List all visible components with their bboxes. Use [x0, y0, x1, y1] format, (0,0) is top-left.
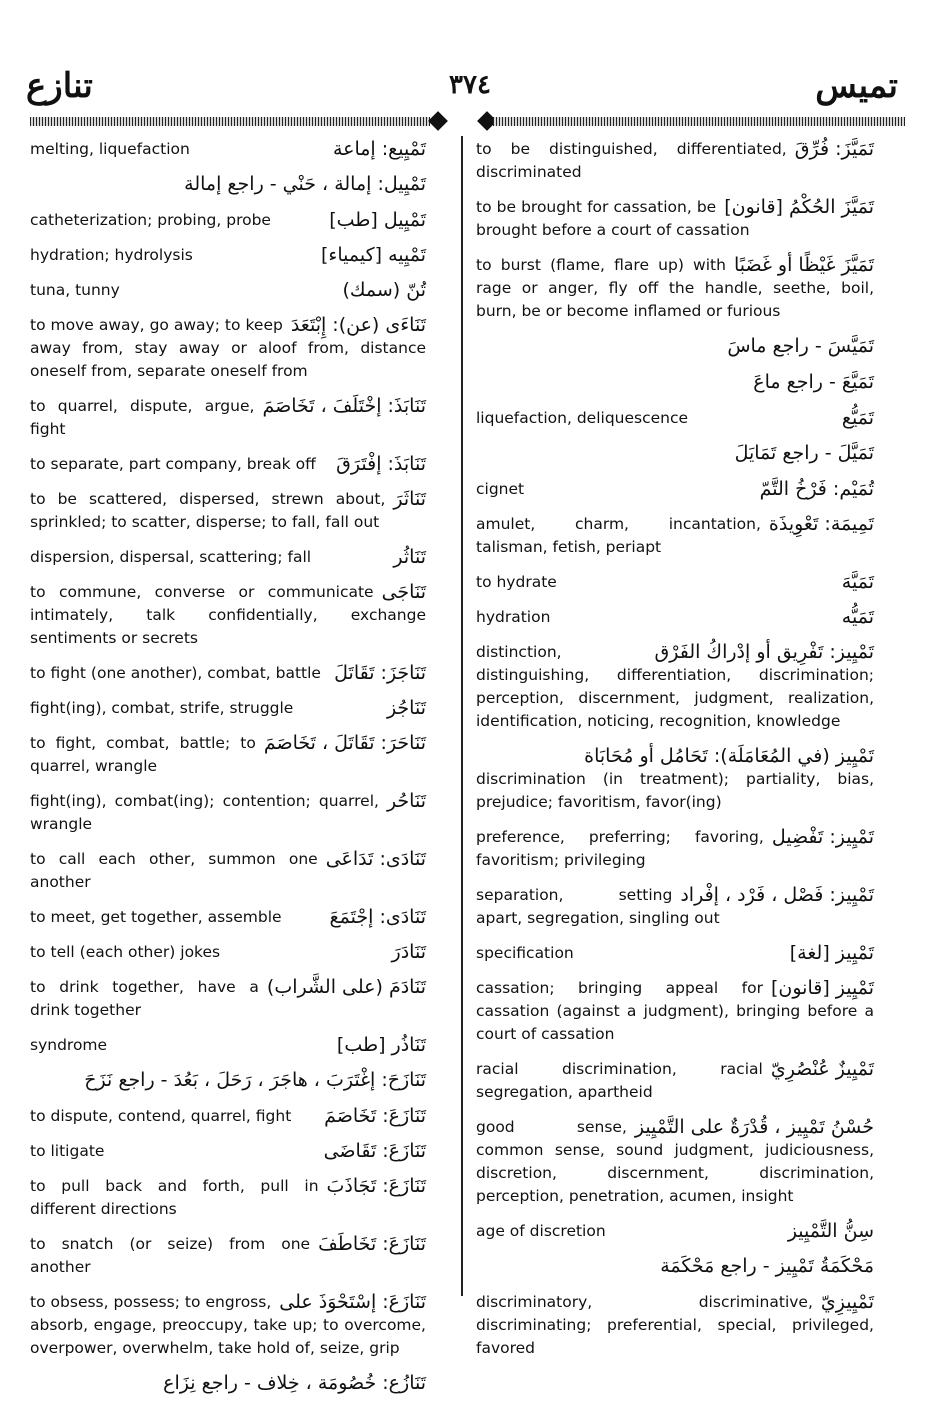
- dictionary-entry: [476, 371, 874, 395]
- arabic-headword: تَمْيِيع: إماعة: [332, 138, 426, 160]
- dictionary-entry: [476, 407, 874, 430]
- arabic-headword: تَنَازَعَ: تَجَاذَبَ: [326, 1175, 426, 1197]
- arabic-headword: تَنَادَى: إجْتَمَعَ: [329, 906, 426, 928]
- dictionary-entry: [30, 732, 426, 778]
- arabic-headword: تَنَازَعَ: تَخَاصَمَ: [324, 1105, 426, 1127]
- arabic-headword: تَمْيِيزٌ عُنْصُرِيّ: [770, 1058, 874, 1080]
- english-definition: to be brought for cassation, be brought before a court of cassation: [476, 198, 750, 239]
- arabic-headword: تَنَاءَى (عن): إِبْتَعَدَ: [290, 314, 426, 336]
- arabic-headword: مَحْكَمَةُ تَمْيِيز - راجع مَحْكَمَة: [660, 1255, 874, 1277]
- dictionary-entry: [476, 745, 874, 814]
- english-definition: racial discrimination, racial segregation, apartheid: [476, 1060, 763, 1101]
- dictionary-entry: [30, 1105, 426, 1128]
- arabic-headword: تَنَازَعَ: تَقَاضَى: [323, 1140, 426, 1162]
- english-definition: distinction, distinguishing, differentiation, discrimination; perception, discernment, judgment, realization, identification, noticing, recognition, knowledge: [476, 643, 874, 730]
- dictionary-entry: [30, 790, 426, 836]
- english-definition: hydration; hydrolysis: [30, 246, 193, 264]
- english-definition: amulet, charm, incantation, talisman, fetish, periapt: [476, 515, 761, 556]
- dictionary-entry: [30, 1372, 426, 1396]
- dictionary-entry: [30, 488, 426, 534]
- english-definition: syndrome: [30, 1036, 108, 1054]
- english-definition: good sense, common sense, sound judgment, judiciousness, discretion, discernment, discrimination, perception, penetration, acumen, insight: [476, 1118, 874, 1205]
- dictionary-entry: [476, 1220, 874, 1243]
- header-rule-right: [493, 117, 905, 126]
- english-definition: to quarrel, dispute, argue, fight: [30, 397, 255, 438]
- dictionary-entry: [30, 848, 426, 894]
- arabic-headword: تَمَيُّع: [841, 407, 874, 429]
- english-definition: to drink together, have a drink together: [30, 978, 259, 1019]
- english-definition: to be distinguished, differentiated, discriminated: [476, 140, 787, 181]
- dictionary-entry: [30, 1034, 426, 1057]
- arabic-headword: تَنَازُع: خُصُومَة ، خِلاف - راجع نِزَاع: [163, 1372, 426, 1394]
- english-definition: dispersion, dispersal, scattering; fall: [30, 548, 312, 566]
- arabic-headword: تَنَازَعَ: تَخَاطَفَ: [318, 1233, 426, 1255]
- arabic-headword: تَمْيِيزِيّ: [820, 1291, 874, 1313]
- english-definition: to obsess, possess; to engross, absorb, engage, preoccupy, take up; to overcome, overpower, overwhelm, take hold of, seize, grip: [30, 1293, 426, 1357]
- dictionary-entry: [476, 942, 874, 965]
- dictionary-entry: [476, 826, 874, 872]
- arabic-headword: تَنَابَذَ: إفْتَرَقَ: [336, 453, 426, 475]
- dictionary-entry: [476, 606, 874, 629]
- arabic-headword: تَنَادَى: تَدَاعَى: [325, 848, 426, 870]
- dictionary-entry: [476, 442, 874, 466]
- arabic-headword: سِنُّ التَّمْيِيز: [787, 1220, 874, 1242]
- english-definition: catheterization; probing, probe: [30, 211, 271, 229]
- english-definition: to commune, converse or communicate intimately, talk confidentially, exchange sentiments or secrets: [30, 583, 426, 647]
- dictionary-entry: [30, 662, 426, 685]
- dictionary-entry: [476, 1255, 874, 1279]
- dictionary-entry: [30, 976, 426, 1022]
- english-definition: preference, preferring; favoring, favoritism; privileging: [476, 828, 764, 869]
- arabic-headword: تَمَيَّزَ غَيْظًا أو غَضَبًا: [733, 254, 874, 276]
- arabic-headword: تَنَاثُر: [393, 546, 426, 568]
- dictionary-entry: [30, 697, 426, 720]
- arabic-headword: تَمَيَّزَ الحُكْمُ [قانون]: [724, 196, 874, 218]
- english-definition: to dispute, contend, quarrel, fight: [30, 1107, 292, 1125]
- arabic-headword: تَمِيمَة: تَعْوِيذَة: [768, 513, 874, 535]
- page-number: ٣٧٤: [449, 70, 491, 100]
- arabic-headword: تَمَيَّهَ: [841, 571, 874, 593]
- english-definition: cassation; bringing appeal for cassation (against a judgment), bringing before a court of cassation: [476, 979, 874, 1043]
- arabic-headword: تَمَيَّزَ: فُرِّقَ: [794, 138, 874, 160]
- dictionary-entry: [476, 196, 874, 242]
- left-column: [30, 138, 426, 1408]
- dictionary-entry: [30, 453, 426, 476]
- english-definition: to snatch (or seize) from one another: [30, 1235, 311, 1276]
- english-definition: to pull back and forth, pull in different directions: [30, 1177, 319, 1218]
- english-definition: melting, liquefaction: [30, 140, 190, 158]
- arabic-headword: تَنَادَمَ (على الشَّراب): [266, 976, 426, 998]
- header-rule-left: [30, 117, 430, 126]
- dictionary-entry: [476, 254, 874, 323]
- arabic-headword: تَمْيِيز [لغة]: [789, 942, 874, 964]
- arabic-headword: تَنَاجَزَ: تَقَاتَلَ: [334, 662, 426, 684]
- english-definition: discrimination (in treatment); partiality, bias, prejudice; favoritism, favor(ing): [476, 770, 874, 811]
- english-definition: liquefaction, deliquescence: [476, 409, 689, 427]
- arabic-headword: تَمْيِيه [كيمياء]: [320, 244, 426, 266]
- english-definition: cignet: [476, 480, 525, 498]
- english-definition: to tell (each other) jokes: [30, 943, 221, 961]
- dictionary-entry: [476, 513, 874, 559]
- dictionary-entry: [476, 641, 874, 733]
- english-definition: to litigate: [30, 1142, 105, 1160]
- arabic-headword: تَنَازَحَ: إغْتَرَبَ ، هاجَرَ ، رَحَلَ ، بَعُدَ - راجع نَزَحَ: [84, 1069, 426, 1091]
- english-definition: fight(ing), combat(ing); contention; quarrel, wrangle: [30, 792, 379, 833]
- dictionary-entry: [30, 209, 426, 232]
- dictionary-entry: [30, 244, 426, 267]
- arabic-headword: تَنَابَذَ: إخْتَلَفَ ، تَخَاصَمَ: [262, 395, 426, 417]
- arabic-headword: تَنَاثَرَ: [393, 488, 426, 510]
- guide-word-last: تنازع: [26, 66, 93, 106]
- dictionary-entry: [30, 1291, 426, 1360]
- dictionary-entry: [30, 279, 426, 302]
- dictionary-entry: [476, 884, 874, 930]
- dictionary-entry: [476, 571, 874, 594]
- dictionary-entry: [30, 1175, 426, 1221]
- arabic-headword: تَمْيِيز (في المُعَامَلَة): تَحَامُل أو مُحَابَاة: [584, 745, 874, 767]
- guide-word-first: تميس: [815, 66, 898, 106]
- right-column: [476, 138, 874, 1372]
- dictionary-entry: [476, 1058, 874, 1104]
- diamond-ornament-left: [428, 111, 448, 131]
- dictionary-entry: [476, 335, 874, 359]
- dictionary-entry: [476, 977, 874, 1046]
- arabic-headword: تَنَاحَرَ: تَقَاتَلَ ، تَخَاصَمَ: [263, 732, 426, 754]
- arabic-headword: تُنّ (سمك): [342, 279, 426, 301]
- english-definition: specification: [476, 944, 574, 962]
- arabic-headword: تَنَاجُز: [386, 697, 426, 719]
- english-definition: to be scattered, dispersed, strewn about, sprinkled; to scatter, disperse; to fall, fall out: [30, 490, 386, 531]
- dictionary-entry: [30, 173, 426, 197]
- dictionary-entry: [476, 1116, 874, 1208]
- arabic-headword: تَمْيِيز [قانون]: [770, 977, 874, 999]
- arabic-headword: تَمَيَّلَ - راجع تَمَايَلَ: [734, 442, 874, 464]
- english-definition: to move away, go away; to keep away from, stay away or aloof from, distance oneself from, separate oneself from: [30, 316, 426, 380]
- english-definition: hydration: [476, 608, 551, 626]
- english-definition: to fight, combat, battle; to quarrel, wrangle: [30, 734, 256, 775]
- arabic-headword: تَنَاذُر [طب]: [336, 1034, 426, 1056]
- arabic-headword: تَمْيِيل: إمالة ، حَنْي - راجع إمالة: [184, 173, 426, 195]
- arabic-headword: تَنَاحُر: [386, 790, 426, 812]
- english-definition: separation, setting apart, segregation, singling out: [476, 886, 720, 927]
- arabic-headword: تَمَيَّسَ - راجع ماسَ: [727, 335, 874, 357]
- dictionary-entry: [30, 906, 426, 929]
- arabic-headword: حُسْنُ تَمْيِيز ، قُدْرَةٌ على التَّمْيِيز: [634, 1116, 874, 1138]
- arabic-headword: تَنَاجَى: [381, 581, 426, 603]
- english-definition: to hydrate: [476, 573, 557, 591]
- english-definition: discriminatory, discriminative, discriminating; preferential, special, privileged, favored: [476, 1293, 874, 1357]
- dictionary-entry: [476, 1291, 874, 1360]
- english-definition: to separate, part company, break off: [30, 455, 316, 473]
- arabic-headword: تَمْيِيز: تَفْضِيل: [771, 826, 874, 848]
- dictionary-entry: [30, 1069, 426, 1093]
- dictionary-entry: [30, 138, 426, 161]
- dictionary-entry: [30, 314, 426, 383]
- dictionary-entry: [30, 1233, 426, 1279]
- arabic-headword: تَمْيِيز: فَصْل ، فَرْد ، إفْراد: [680, 884, 874, 906]
- arabic-headword: تَمَيَّعَ - راجع ماعَ: [753, 371, 874, 393]
- column-divider: [461, 136, 463, 1296]
- arabic-headword: تُمَيْم: فَرْخُ التَّمّ: [759, 478, 874, 500]
- arabic-headword: تَمْيِيل [طب]: [329, 209, 426, 231]
- english-definition: to burst (flame, flare up) with rage or anger, fly off the handle, seethe, boil, burn, be or become inflamed or furious: [476, 256, 874, 320]
- english-definition: to fight (one another), combat, battle: [30, 664, 321, 682]
- english-definition: to meet, get together, assemble: [30, 908, 282, 926]
- dictionary-entry: [30, 1140, 426, 1163]
- dictionary-entry: [476, 478, 874, 501]
- dictionary-entry: [476, 138, 874, 184]
- dictionary-entry: [30, 546, 426, 569]
- dictionary-entry: [30, 581, 426, 650]
- arabic-headword: تَمْيِيز: تَفْرِيق أو إدْراكُ الفَرْق: [654, 641, 874, 663]
- arabic-headword: تَنَادَرَ: [391, 941, 426, 963]
- arabic-headword: تَنَازَعَ: إسْتَحْوَذَ على: [279, 1291, 426, 1313]
- arabic-headword: تَمَيُّه: [841, 606, 874, 628]
- english-definition: to call each other, summon one another: [30, 850, 318, 891]
- english-definition: fight(ing), combat, strife, struggle: [30, 699, 294, 717]
- english-definition: tuna, tunny: [30, 281, 120, 299]
- dictionary-entry: [30, 941, 426, 964]
- english-definition: age of discretion: [476, 1222, 606, 1240]
- dictionary-entry: [30, 395, 426, 441]
